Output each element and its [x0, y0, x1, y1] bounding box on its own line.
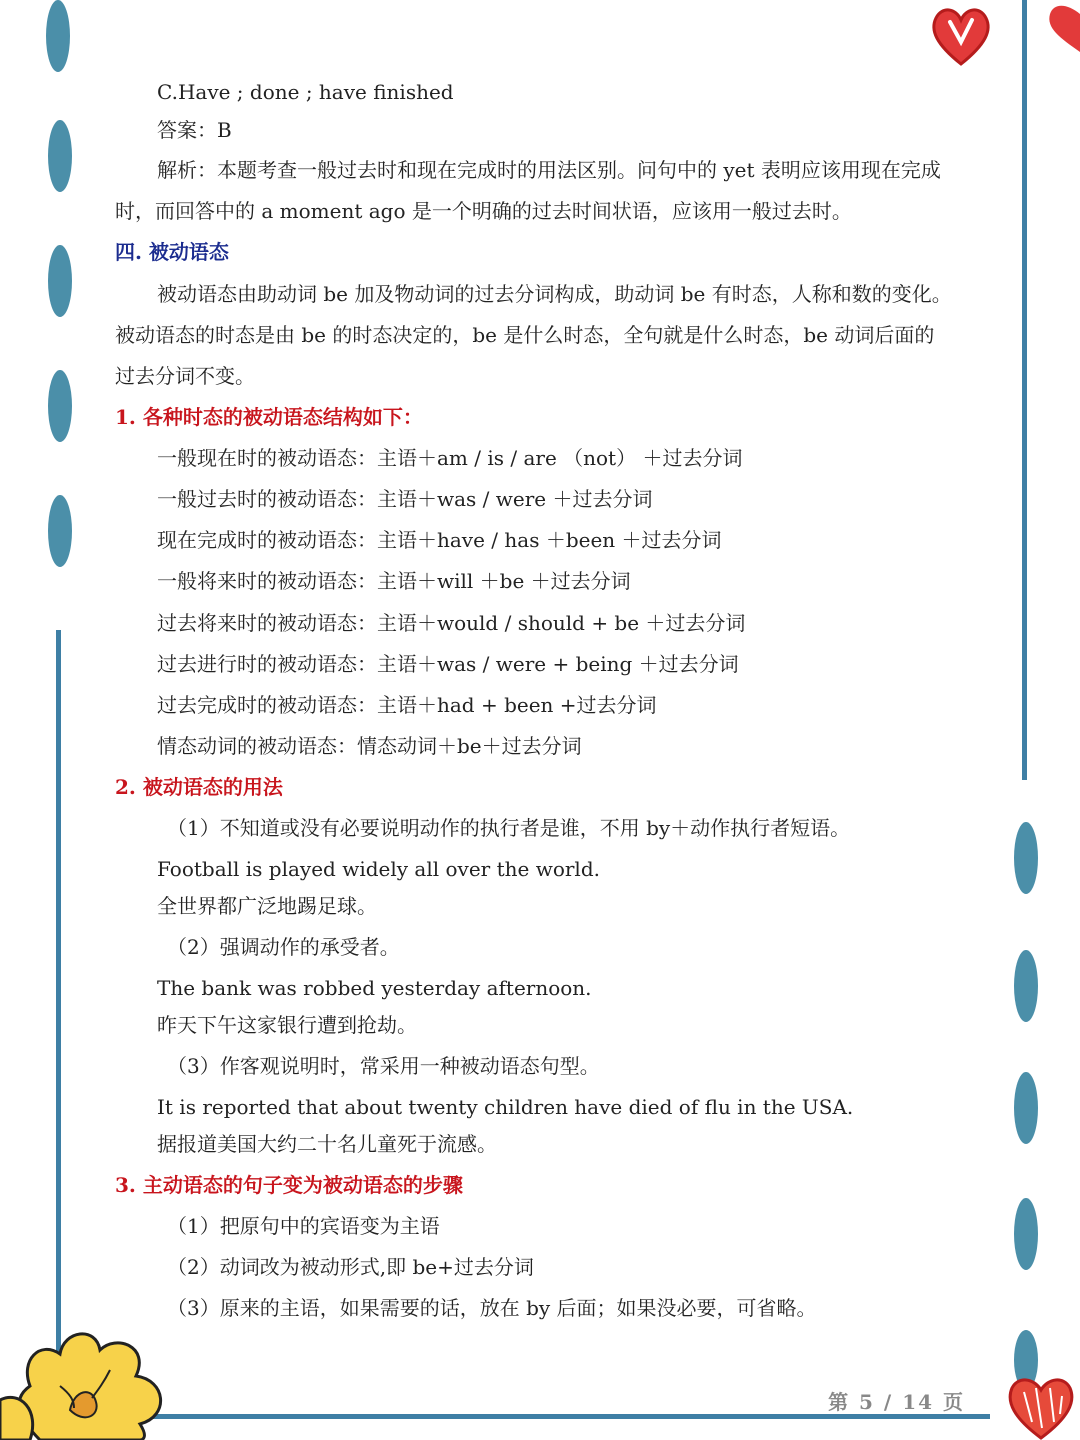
- step-item: （3）原来的主语，如果需要的话，放在 by 后面；如果没必要，可省略。: [167, 1296, 817, 1320]
- usage-item: （3）作客观说明时，常采用一种被动语态句型。: [167, 1054, 600, 1078]
- example-zh: 据报道美国大约二十名儿童死于流感。: [157, 1132, 497, 1156]
- page-number: 第 5 / 14 页: [828, 1390, 965, 1414]
- example-en: The bank was robbed yesterday afternoon.: [157, 976, 592, 1000]
- explanation-line1: 解析：本题考查一般过去时和现在完成时的用法区别。问句中的 yet 表明应该用现在完成: [157, 158, 941, 182]
- subheading-2: 2. 被动语态的用法: [115, 775, 283, 799]
- paragraph-line: 被动语态的时态是由 be 的时态决定的，be 是什么时态，全句就是什么时态，be 动词后面的: [115, 323, 935, 347]
- decor-oval: [1014, 822, 1038, 894]
- option-c: C.Have ; done ; have finished: [157, 80, 454, 104]
- tense-rule: 过去完成时的被动语态：主语＋had + been +过去分词: [157, 693, 657, 717]
- tense-rule: 过去进行时的被动语态：主语＋was / were + being ＋过去分词: [157, 652, 739, 676]
- answer: 答案：B: [157, 118, 232, 142]
- heart-icon: [1002, 1372, 1080, 1440]
- heart-icon: [1042, 0, 1080, 60]
- tense-rule: 一般将来时的被动语态：主语＋will ＋be ＋过去分词: [157, 569, 631, 593]
- step-item: （2）动词改为被动形式,即 be+过去分词: [167, 1255, 534, 1279]
- usage-item: （1）不知道或没有必要说明动作的执行者是谁，不用 by＋动作执行者短语。: [167, 816, 851, 840]
- paragraph-line: 过去分词不变。: [115, 364, 255, 388]
- example-en: It is reported that about twenty children have died of flu in the USA.: [157, 1095, 854, 1119]
- example-zh: 全世界都广泛地踢足球。: [157, 894, 377, 918]
- subheading-1: 1. 各种时态的被动语态结构如下：: [115, 405, 423, 429]
- tense-rule: 情态动词的被动语态：情态动词＋be＋过去分词: [157, 734, 582, 758]
- decor-oval: [48, 495, 72, 567]
- tense-rule: 过去将来时的被动语态：主语＋would / should + be ＋过去分词: [157, 611, 746, 635]
- example-en: Football is played widely all over the world.: [157, 857, 600, 881]
- tense-rule: 现在完成时的被动语态：主语＋have / has ＋been ＋过去分词: [157, 528, 722, 552]
- decor-oval: [48, 120, 72, 192]
- section-heading: 四. 被动语态: [115, 240, 229, 264]
- step-item: （1）把原句中的宾语变为主语: [167, 1214, 440, 1238]
- decor-oval: [1014, 1072, 1038, 1144]
- subheading-3: 3. 主动语态的句子变为被动语态的步骤: [115, 1173, 463, 1197]
- tense-rule: 一般现在时的被动语态：主语＋am / is / are （not） ＋过去分词: [157, 446, 743, 470]
- decor-oval: [1014, 1198, 1038, 1270]
- usage-item: （2）强调动作的承受者。: [167, 935, 400, 959]
- example-zh: 昨天下午这家银行遭到抢劫。: [157, 1013, 417, 1037]
- decor-oval: [48, 370, 72, 442]
- tense-rule: 一般过去时的被动语态：主语＋was / were ＋过去分词: [157, 487, 653, 511]
- decor-oval: [46, 0, 70, 72]
- paragraph-line: 被动语态由助动词 be 加及物动词的过去分词构成，助动词 be 有时态，人称和数的变化。: [157, 282, 952, 306]
- decor-oval: [1014, 950, 1038, 1022]
- heart-icon: [926, 2, 996, 72]
- decor-oval: [48, 245, 72, 317]
- decor-line: [1022, 0, 1027, 780]
- decor-line: [56, 630, 61, 1370]
- explanation-line2: 时，而回答中的 a moment ago 是一个明确的过去时间状语，应该用一般过去时。: [115, 199, 852, 223]
